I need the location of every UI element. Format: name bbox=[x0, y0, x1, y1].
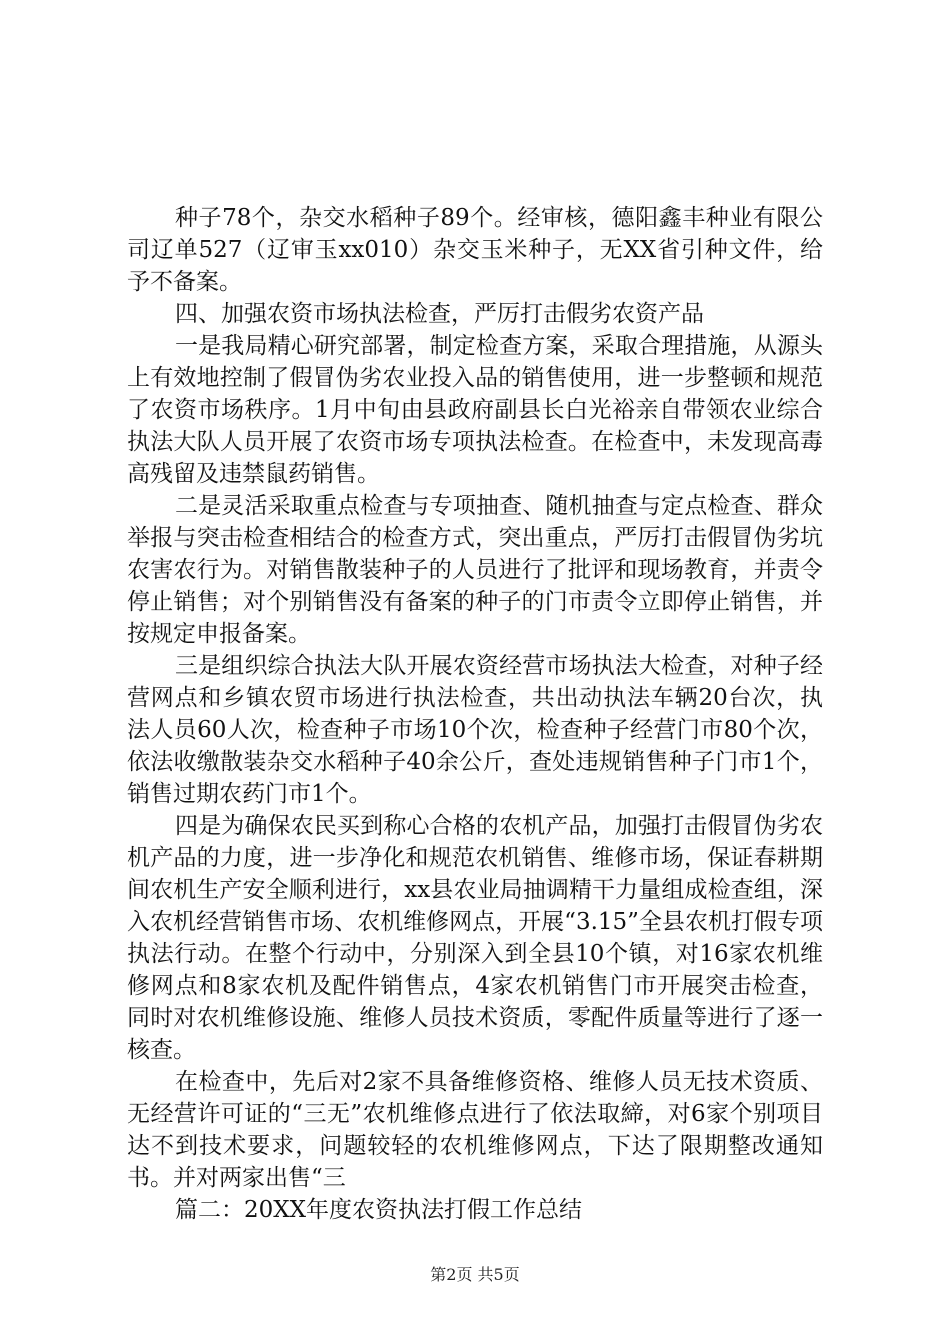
section-heading: 四、加强农资市场执法检查，严厉打击假劣农资产品 bbox=[175, 301, 704, 327]
document-body bbox=[127, 202, 823, 1226]
paragraph: 在检查中，先后对2家不具备维修资格、维修人员无技术资质、无经营许可证的“三无”农机维修点进行了依法取締，对6家个别项目达不到技术要求，问题较轻的农机维修网点，下达了限期整改通知书。并对两家出售“三 bbox=[127, 1069, 823, 1191]
paragraph: 二是灵活采取重点检查与专项抽查、随机抽查与定点检查、群众举报与突击检查相结合的检查方式，突出重点，严厉打击假冒伪劣坑农害农行为。对销售散装种子的人员进行了批评和现场教育，并责令停止销售；对个别销售没有备案的种子的门市责令立即停止销售，并按规定申报备案。 bbox=[127, 493, 823, 647]
paragraph: 一是我局精心研究部署，制定检查方案，采取合理措施，从源头上有效地控制了假冒伪劣农业投入品的销售使用，进一步整顿和规范了农资市场秩序。1月中旬由县政府副县长白光裕亲自带领农业综合执法大队人员开展了农资市场专项执法检查。在检查中，未发现高毒高残留及违禁鼠药销售。 bbox=[127, 333, 823, 487]
paragraph: 三是组织综合执法大队开展农资经营市场执法大检查，对种子经营网点和乡镇农贸市场进行执法检查，共出动执法车辆20台次，执法人员60人次，检查种子市场10个次，检查种子经营门市80个次，依法收缴散装杂交水稻种子40余公斤，查处违规销售种子门市1个，销售过期农药门市1个。 bbox=[127, 653, 823, 807]
paragraph: 四是为确保农民买到称心合格的农机产品，加强打击假冒伪劣农机产品的力度，进一步净化和规范农机销售、维修市场，保证春耕期间农机生产安全顺利进行，xx县农业局抽调精干力量组成检查组，深入农机经营销售市场、农机维修网点，开展“3.15”全县农机打假专项执法行动。在整个行动中，分别深入到全县10个镇，对16家农机维修网点和8家农机及配件销售点，4家农机销售门市开展突击检查，同时对农机维修设施、维修人员技术资质，零配件质量等进行了逐一核查。 bbox=[127, 813, 823, 1063]
page-number-footer: 第2页 共5页 bbox=[430, 1265, 520, 1284]
paragraph: 种子78个，杂交水稻种子89个。经审核，德阳鑫丰种业有限公司辽单527（辽审玉xx010）杂交玉米种子，无XX省引种文件，给予不备案。 bbox=[127, 205, 823, 295]
section-heading: 篇二：20XX年度农资执法打假工作总结 bbox=[175, 1197, 583, 1223]
